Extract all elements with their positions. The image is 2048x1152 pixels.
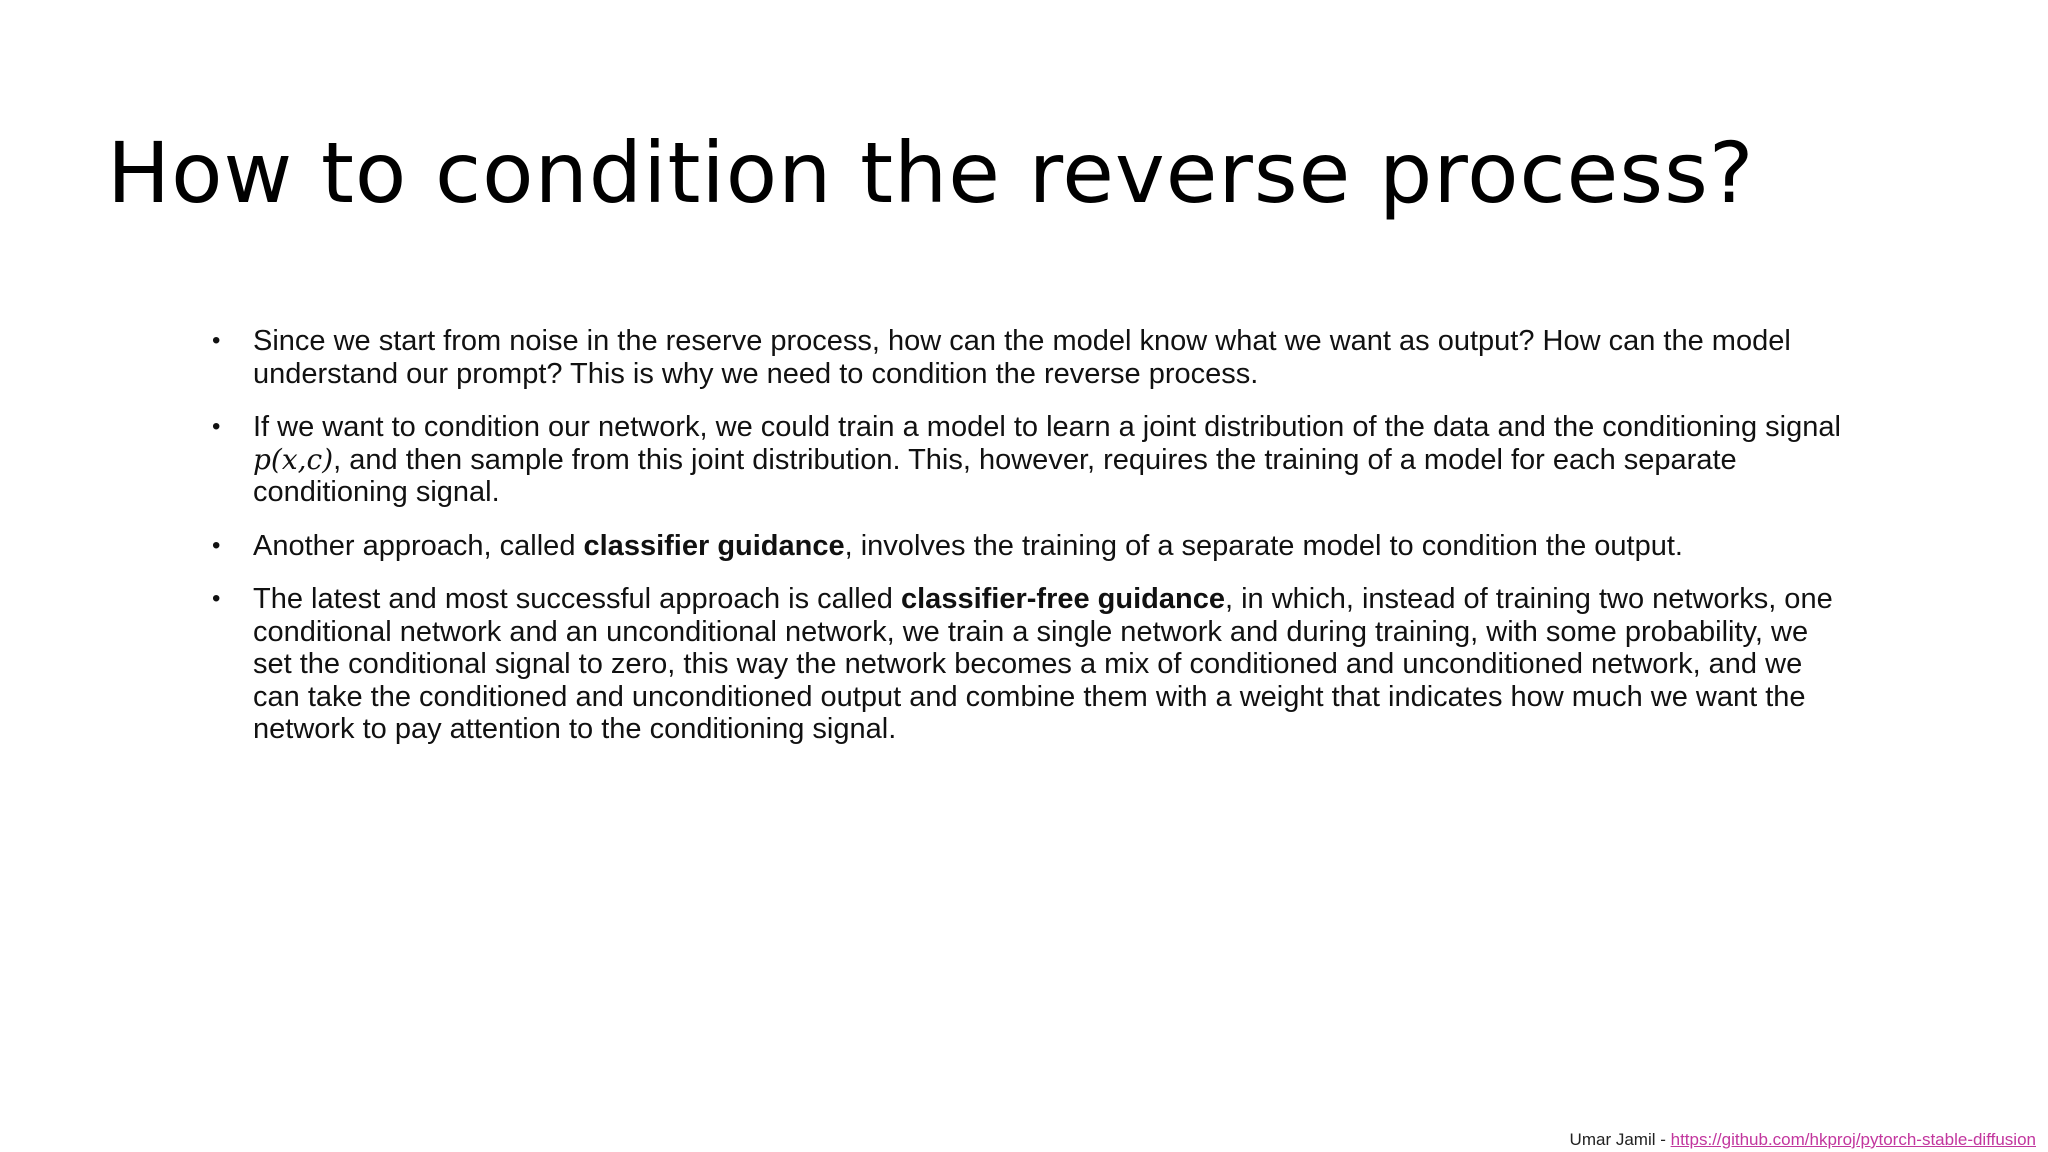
bullet-text-before: The latest and most successful approach is called	[253, 583, 901, 615]
math-joint-distribution: p(x,c)	[253, 442, 334, 476]
bullet-marker: •	[212, 327, 221, 354]
bullet-marker: •	[212, 585, 221, 612]
bold-term-classifier-free-guidance: classifier-free guidance	[901, 583, 1225, 615]
slide-title: How to condition the reverse process?	[107, 124, 1755, 222]
bold-term-classifier-guidance: classifier guidance	[583, 529, 845, 562]
footer-author: Umar Jamil -	[1569, 1130, 1671, 1149]
bullet-text-after: , in which, instead of training two networks, one conditional network and an unconditional network, we train a single network and during training, with some probability, we set the conditional signal to zero, this way the network becomes a mix of conditioned and unconditioned network, and we can take the conditioned and unconditioned output and combine them with a weight that indicates how much we want the network to pay attention to the conditioning signal.	[253, 583, 1833, 745]
bullet-marker: •	[212, 531, 221, 559]
footer-repo-link[interactable]: https://github.com/hkproj/pytorch-stable-diffusion	[1670, 1130, 2036, 1149]
bullet-text-before: If we want to condition our network, we could train a model to learn a joint distribution of the data and the conditioning signal	[253, 411, 1841, 443]
bullet-item	[212, 583, 1852, 746]
bullet-text: Since we start from noise in the reserve process, how can the model know what we want as output? How can the model understand our prompt? This is why we need to condition the reverse process.	[253, 325, 1791, 390]
bullet-item	[212, 530, 1852, 563]
bullet-marker: •	[212, 413, 221, 440]
bullet-item	[212, 325, 1852, 390]
bullet-list	[212, 325, 1852, 767]
bullet-text-before: Another approach, called	[253, 529, 584, 562]
footer-credit	[1570, 1130, 2036, 1150]
bullet-item	[212, 411, 1852, 509]
bullet-text-after: , involves the training of a separate model to condition the output.	[844, 529, 1683, 562]
bullet-text-after: , and then sample from this joint distribution. This, however, requires the training of a model for each separate conditioning signal.	[253, 443, 1737, 508]
